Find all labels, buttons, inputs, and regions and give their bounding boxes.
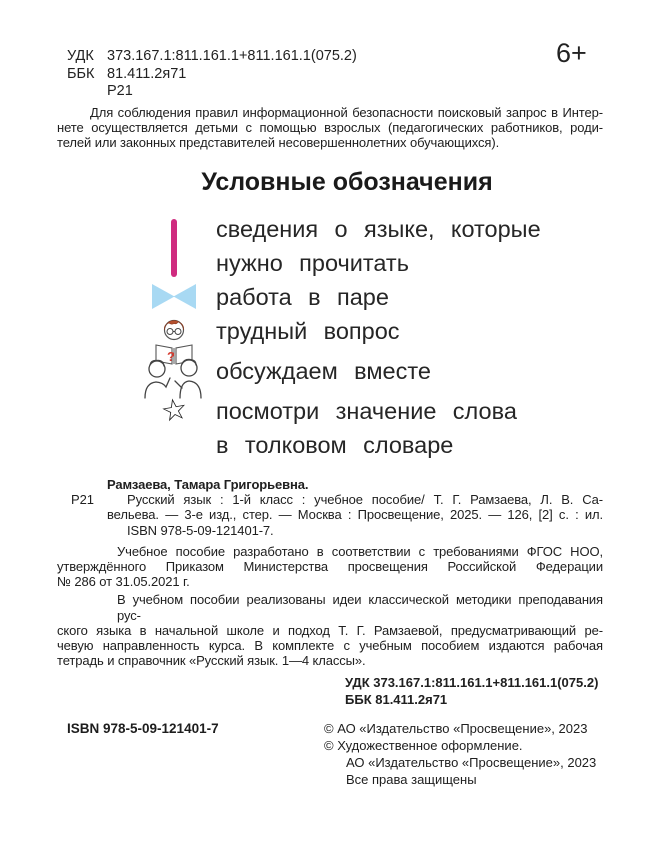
- pink-bar-icon: [171, 219, 177, 277]
- udk-code: [67, 48, 357, 66]
- page-footer: [57, 720, 603, 800]
- classification-codes: [67, 48, 357, 101]
- legend-item-label: в толковом словаре: [216, 432, 454, 458]
- method-line: тетрадь и справочник «Русский язык. 1—4 классы».: [57, 653, 366, 669]
- legend-item-label: нужно прочитать: [216, 250, 409, 276]
- bbk-label: ББК: [67, 65, 95, 82]
- svg-text:?: ?: [167, 349, 175, 364]
- legend-item-read-info: [138, 212, 541, 280]
- info-safety-notice: [57, 106, 603, 150]
- footer-isbn: ISBN 978-5-09-121401-7: [67, 721, 219, 736]
- fgos-line: Учебное пособие разработано в соответствии с требованиями ФГОС НОО,: [117, 543, 603, 559]
- copyright-line: © Художественное оформление.: [324, 738, 523, 753]
- bbk-value: 81.411.2я71: [107, 65, 187, 82]
- legend-item-label: сведения о языке, которые: [216, 216, 541, 242]
- bbk-line: ББК 81.411.2я71: [345, 691, 448, 707]
- legend-title: Условные обозначения: [201, 168, 493, 196]
- method-line: ского языка в начальной школе и подход Т. Г. Рамзаевой, предусматривающий ре-: [57, 622, 603, 638]
- udk-label: УДК: [67, 48, 94, 64]
- notice-line: Для соблюдения правил информационной безопасности поисковый запрос в Интер-: [90, 105, 603, 120]
- legend-item-label: посмотри значение слова: [216, 398, 517, 424]
- copyright-line: © АО «Издательство «Просвещение», 2023: [324, 721, 588, 736]
- discuss-together-icon: [142, 356, 206, 399]
- age-rating-badge: 6+: [556, 38, 587, 68]
- classification-codes-bottom: [345, 675, 603, 708]
- copyright-line: Все права защищены: [346, 772, 477, 787]
- fgos-line: № 286 от 31.05.2021 г.: [57, 574, 190, 590]
- bib-line: вельева. — 3-е изд., стер. — Москва : Просвещение, 2025. — 126, [2] с. : ил.: [107, 507, 603, 523]
- pair-work-icon: [151, 283, 197, 310]
- method-line: чевую направленность курса. В комплекте с учебным пособием издаются рабочая: [57, 638, 603, 654]
- udk-value: 373.167.1:811.161.1+811.161.1(075.2): [107, 48, 357, 64]
- author-name: Рамзаева, Тамара Григорьевна.: [107, 477, 309, 492]
- bibliographic-block: [57, 477, 603, 708]
- legend-item-label: работа в паре: [216, 284, 389, 310]
- notice-line: телей или законных представителей несовершеннолетних обучающихся).: [57, 134, 500, 150]
- legend-item-label: трудный вопрос: [216, 318, 400, 344]
- bib-line: Русский язык : 1-й класс : учебное пособие/ Т. Г. Рамзаева, Л. В. Са-: [127, 492, 603, 508]
- bbk-code: [67, 66, 357, 84]
- legend-item-label: обсуждаем вместе: [216, 358, 431, 384]
- fgos-line: утверждённого Приказом Министерства просвещения Российской Федерации: [57, 559, 603, 575]
- bibliographic-entry: [57, 492, 603, 507]
- shelf-code: Р21: [107, 83, 133, 99]
- shelf-code: Р21: [71, 492, 94, 508]
- udk-line: УДК 373.167.1:811.161.1+811.161.1(075.2): [345, 675, 599, 691]
- fgos-paragraph: [57, 544, 603, 590]
- legend-item-dictionary-star: [138, 391, 517, 462]
- notice-line: нете осуществляется детьми с помощью взрослых (педагогических работников, роди-: [57, 119, 603, 135]
- methodology-paragraph: [57, 592, 603, 668]
- dictionary-star-icon: ☆: [157, 391, 191, 430]
- isbn-line: ISBN 978-5-09-121401-7.: [127, 522, 274, 538]
- legend-item-pair-work: [138, 280, 389, 314]
- copyright-block: [324, 720, 596, 788]
- copyright-line: АО «Издательство «Просвещение», 2023: [346, 755, 597, 770]
- method-line: В учебном пособии реализованы идеи классической методики преподавания рус-: [117, 592, 603, 623]
